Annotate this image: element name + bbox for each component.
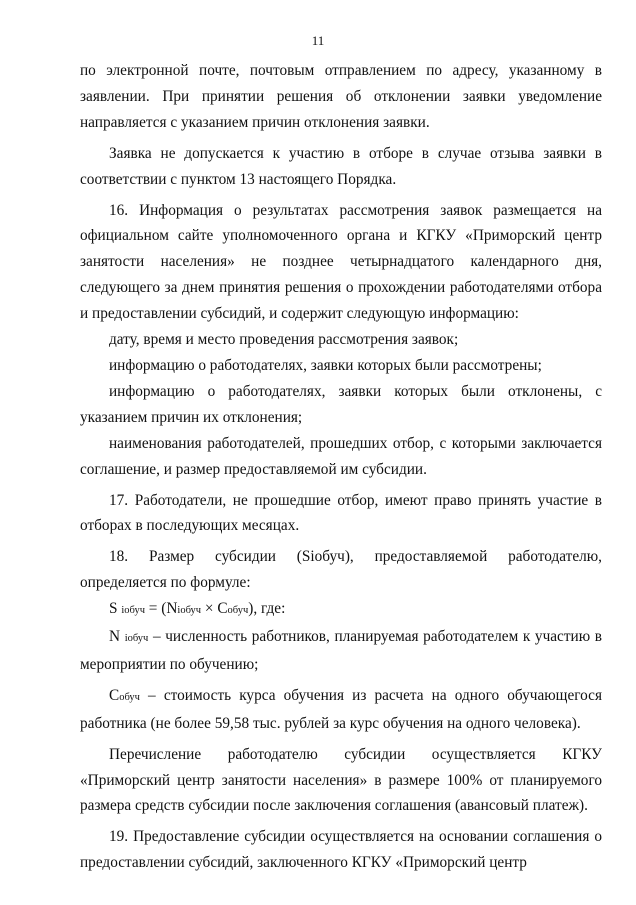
def-c-sub: обуч [119, 691, 140, 703]
paragraph-withdrawal: Заявка не допускается к участию в отборе в случае отзыва заявки в соответствии с пунктом 13 настоящего Порядка. [80, 144, 602, 188]
paragraph-transfer: Перечисление работодателю субсидии осуществляется КГКУ «Приморский центр занятости населения» в размере 100% от планируемого размера средств субсидии после заключения соглашения (авансовый платеж). [80, 745, 602, 815]
def-c-letter: C [109, 686, 120, 704]
paragraph-continuation: по электронной почте, почтовым отправлением по адресу, указанному в заявлении. При принятии решения об отклонении заявки уведомление направляется с указанием причин отклонения заявки. [80, 62, 602, 131]
list-item-passed: наименования работодателей, прошедших отбор, с которыми заключается соглашение, и размер предоставляемой им субсидии. [80, 434, 602, 478]
formula-times: × C [201, 600, 228, 618]
paragraph-19: 19. Предоставление субсидии осуществляется на основании соглашения о предоставлении субсидий, заключенного КГКУ «Приморский центр [80, 828, 602, 872]
formula-close: ), где: [248, 600, 286, 618]
formula-s: S [109, 600, 118, 618]
formula-eq: = (N [144, 600, 178, 618]
def-n-text: – численность работников, планируемая работодателем к участию в мероприятии по обучению; [80, 628, 602, 673]
list-item-rejected: информацию о работодателях, заявки которых были отклонены, с указанием причин их отклонения; [80, 382, 602, 426]
list-item-reviewed: информацию о работодателях, заявки которых были рассмотрены; [109, 356, 542, 374]
formula-c-sub: обуч [227, 605, 249, 617]
def-n-letter: N [109, 628, 121, 646]
subsidy-formula [80, 596, 602, 624]
paragraph-16: 16. Информация о результатах рассмотрения заявок размещается на официальном сайте уполномоченного органа и КГКУ «Приморский центр занятости населения» не позднее четырнадцатого календарного дня, следующего за днем принятия решения о прохождении работодателями отбора и предоставлении субсидий, и содержит следующую информацию: [80, 201, 602, 323]
definition-n [80, 624, 602, 678]
list-item-date: дату, время и место проведения рассмотрения заявок; [109, 331, 459, 349]
formula-n-sub: iобуч [177, 605, 202, 617]
document-body [80, 58, 602, 876]
formula-s-sub: iобуч [121, 605, 145, 617]
paragraph-17: 17. Работодатели, не прошедшие отбор, имеют право принять участие в отборах в последующих месяцах. [80, 491, 602, 535]
def-c-text: – стоимость курса обучения из расчета на одного обучающегося работника (не более 59,58 тыс. рублей за курс обучения на одного человека). [80, 686, 602, 732]
paragraph-18: 18. Размер субсидии (Siобуч), предоставляемой работодателю, определяется по формуле: [80, 548, 602, 592]
def-n-sub: iобуч [124, 633, 149, 645]
definition-c [80, 683, 602, 737]
page-number: 11 [311, 33, 325, 48]
